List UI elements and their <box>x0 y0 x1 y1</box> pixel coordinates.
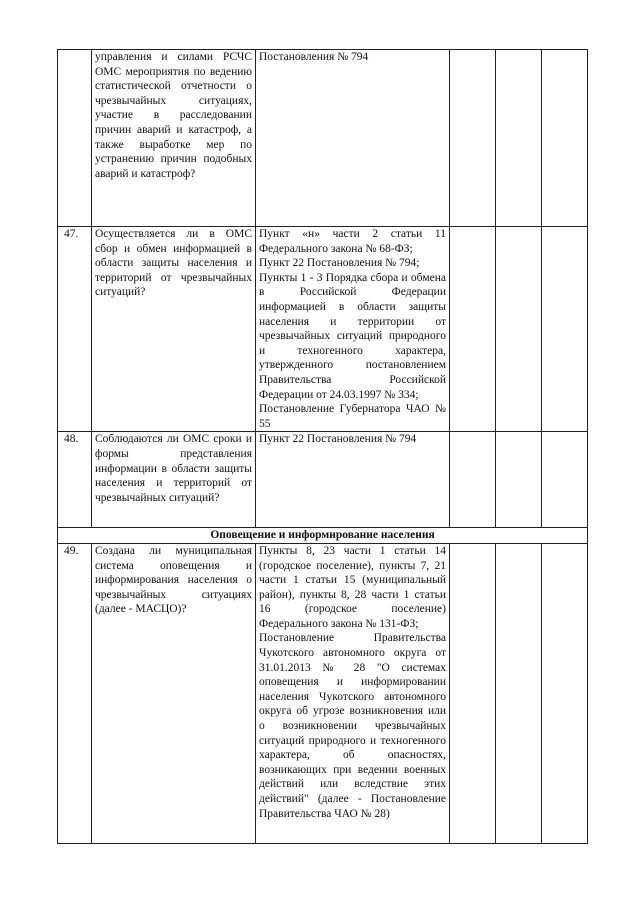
answer-no-cell <box>496 227 542 432</box>
answer-yes-cell <box>450 432 496 528</box>
answer-na-cell <box>542 50 588 227</box>
answer-yes-cell <box>450 543 496 843</box>
answer-yes-cell <box>450 227 496 432</box>
answer-na-cell <box>542 543 588 843</box>
answer-no-cell <box>496 50 542 227</box>
answer-na-cell <box>542 432 588 528</box>
question-cell: Осуществляется ли в ОМС сбор и обмен информацией в области защиты населения и территорий от чрезвычайных ситуаций? <box>92 227 256 432</box>
row-number: 48. <box>58 432 92 528</box>
table-row <box>58 227 588 432</box>
answer-yes-cell <box>450 50 496 227</box>
checklist-table <box>57 49 588 844</box>
reference-cell: Пункты 8, 23 части 1 статьи 14 (городское поселение), пункты 7, 21 части 1 статьи 15 (муниципальный район), пункты 8, 28 части 1 статьи 16 (городское поселение) Федерального закона № 131-ФЗ; Постановление Правительства Чукотского автономного округа от 31.01.2013 № 28 "О системах оповещения и информировании населения Чукотского автономного округа об угрозе возникновения или о возникновении чрезвычайных ситуаций природного и техногенного характера, об опасностях, возникающих при ведении военных действий или вследствие этих действий" (далее - Постановление Правительства ЧАО № 28) <box>256 543 450 843</box>
reference-cell: Пункт «н» части 2 статьи 11 Федерального закона № 68-ФЗ; Пункт 22 Постановления № 794; Пункты 1 - 3 Порядка сбора и обмена в Российской Федерации информацией в области защиты населения и территории от чрезвычайных ситуаций природного и техногенного характера, утвержденного постановлением Правительства Российской Федерации от 24.03.1997 № 334; Постановление Губернатора ЧАО № 55 <box>256 227 450 432</box>
table-row <box>58 432 588 528</box>
reference-cell: Пункт 22 Постановления № 794 <box>256 432 450 528</box>
table-row <box>58 50 588 227</box>
row-number: 49. <box>58 543 92 843</box>
answer-no-cell <box>496 543 542 843</box>
answer-no-cell <box>496 432 542 528</box>
row-number <box>58 50 92 227</box>
question-cell: Создана ли муниципальная система оповещения и информирования населения о чрезвычайных ситуациях (далее - МАСЦО)? <box>92 543 256 843</box>
section-header-row <box>58 528 588 544</box>
answer-na-cell <box>542 227 588 432</box>
reference-cell: Постановления № 794 <box>256 50 450 227</box>
question-cell: управления и силами РСЧС ОМС мероприятия по ведению статистической отчетности о чрезвычайных ситуациях, участие в расследовании причин аварий и катастроф, а также выработке мер по устранению причин подобных аварий и катастроф? <box>92 50 256 227</box>
table-row <box>58 543 588 843</box>
row-number: 47. <box>58 227 92 432</box>
section-title: Оповещение и информирование населения <box>58 528 588 544</box>
question-cell: Соблюдаются ли ОМС сроки и формы представления информации в области защиты населения и территорий от чрезвычайных ситуаций? <box>92 432 256 528</box>
